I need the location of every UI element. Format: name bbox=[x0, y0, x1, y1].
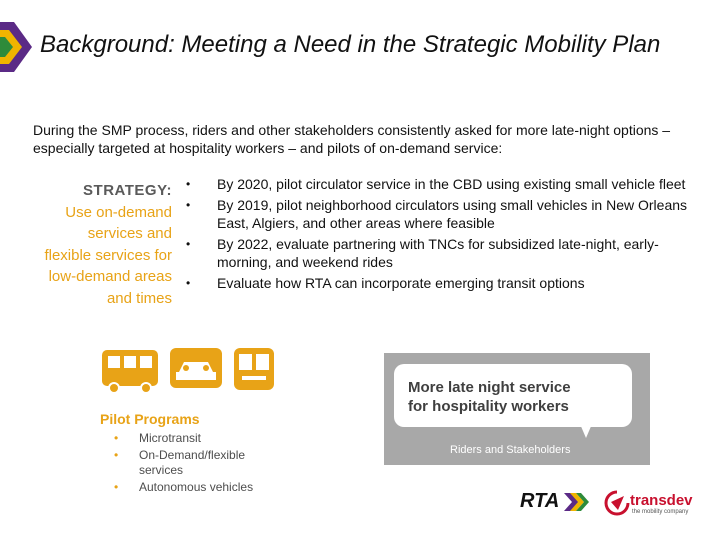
car-icon bbox=[170, 348, 222, 388]
bus-icon bbox=[102, 350, 158, 393]
strategy-line: low-demand areas bbox=[48, 268, 172, 285]
strategy-line: flexible services for bbox=[44, 246, 172, 264]
strategy-heading: STRATEGY: bbox=[83, 182, 172, 199]
pilot-programs-list bbox=[114, 431, 274, 496]
quote-attribution: Riders and Stakeholders bbox=[450, 444, 571, 456]
transdev-logo-text: transdev bbox=[630, 492, 693, 509]
pilot-icons bbox=[100, 346, 280, 396]
bullet-text: Evaluate how RTA can incorporate emerging transit options bbox=[217, 275, 585, 291]
quote-line: More late night service bbox=[408, 379, 571, 396]
rta-logo bbox=[520, 490, 590, 513]
bullet-text: By 2022, evaluate partnering with TNCs for subsidized late-night, early-morning, and weekend rides bbox=[217, 236, 659, 270]
strategy-line: Use on-demand bbox=[65, 203, 172, 221]
streetcar-icon bbox=[234, 348, 274, 390]
pilot-programs-title: Pilot Programs bbox=[100, 411, 200, 427]
quote-line: for hospitality workers bbox=[408, 398, 569, 415]
bullet-item: • By 2022, evaluate partnering with TNCs for subsidized late-night, early-morning, and weekend rides bbox=[186, 236, 659, 270]
bullet-text: By 2019, pilot neighborhood circulators using small vehicles in New Orleans East, Algiers, and other areas where feasible bbox=[217, 197, 688, 231]
bullet-item: • Evaluate how RTA can incorporate emerging transit options bbox=[186, 275, 585, 291]
pilot-item: • Autonomous vehicles bbox=[114, 480, 274, 496]
strategy-line: and times bbox=[106, 289, 172, 307]
intro-paragraph: During the SMP process, riders and other stakeholders consistently asked for more late-night options – especially targeted at hospitality workers – and pilots of on-demand service: bbox=[33, 122, 671, 156]
speech-bubble-tail bbox=[580, 424, 592, 438]
strategy-line: services and bbox=[87, 225, 172, 242]
pilot-item: • On-Demand/flexible services bbox=[114, 448, 274, 479]
rta-chevron-icon bbox=[564, 493, 590, 511]
bullet-text: By 2020, pilot circulator service in the CBD using existing small vehicle fleet bbox=[217, 176, 686, 192]
strategy-bullet-list bbox=[186, 175, 706, 295]
transdev-tagline: the mobility company bbox=[632, 509, 689, 515]
page-title: Background: Meeting a Need in the Strategic Mobility Plan bbox=[40, 31, 661, 58]
bullet-item: • By 2019, pilot neighborhood circulators using small vehicles in New Orleans East, Algiers, and other areas where feasible bbox=[186, 197, 688, 231]
rta-logo-text: RTA bbox=[520, 490, 559, 512]
transdev-logo-icon bbox=[604, 490, 630, 516]
speech-bubble bbox=[394, 364, 632, 427]
quote-text bbox=[408, 378, 571, 416]
bullet-item: • By 2020, pilot circulator service in the CBD using existing small vehicle fleet bbox=[186, 176, 686, 192]
pilot-item: • Microtransit bbox=[114, 431, 274, 447]
corner-logo-icon bbox=[0, 22, 32, 72]
strategy-block bbox=[10, 180, 172, 309]
